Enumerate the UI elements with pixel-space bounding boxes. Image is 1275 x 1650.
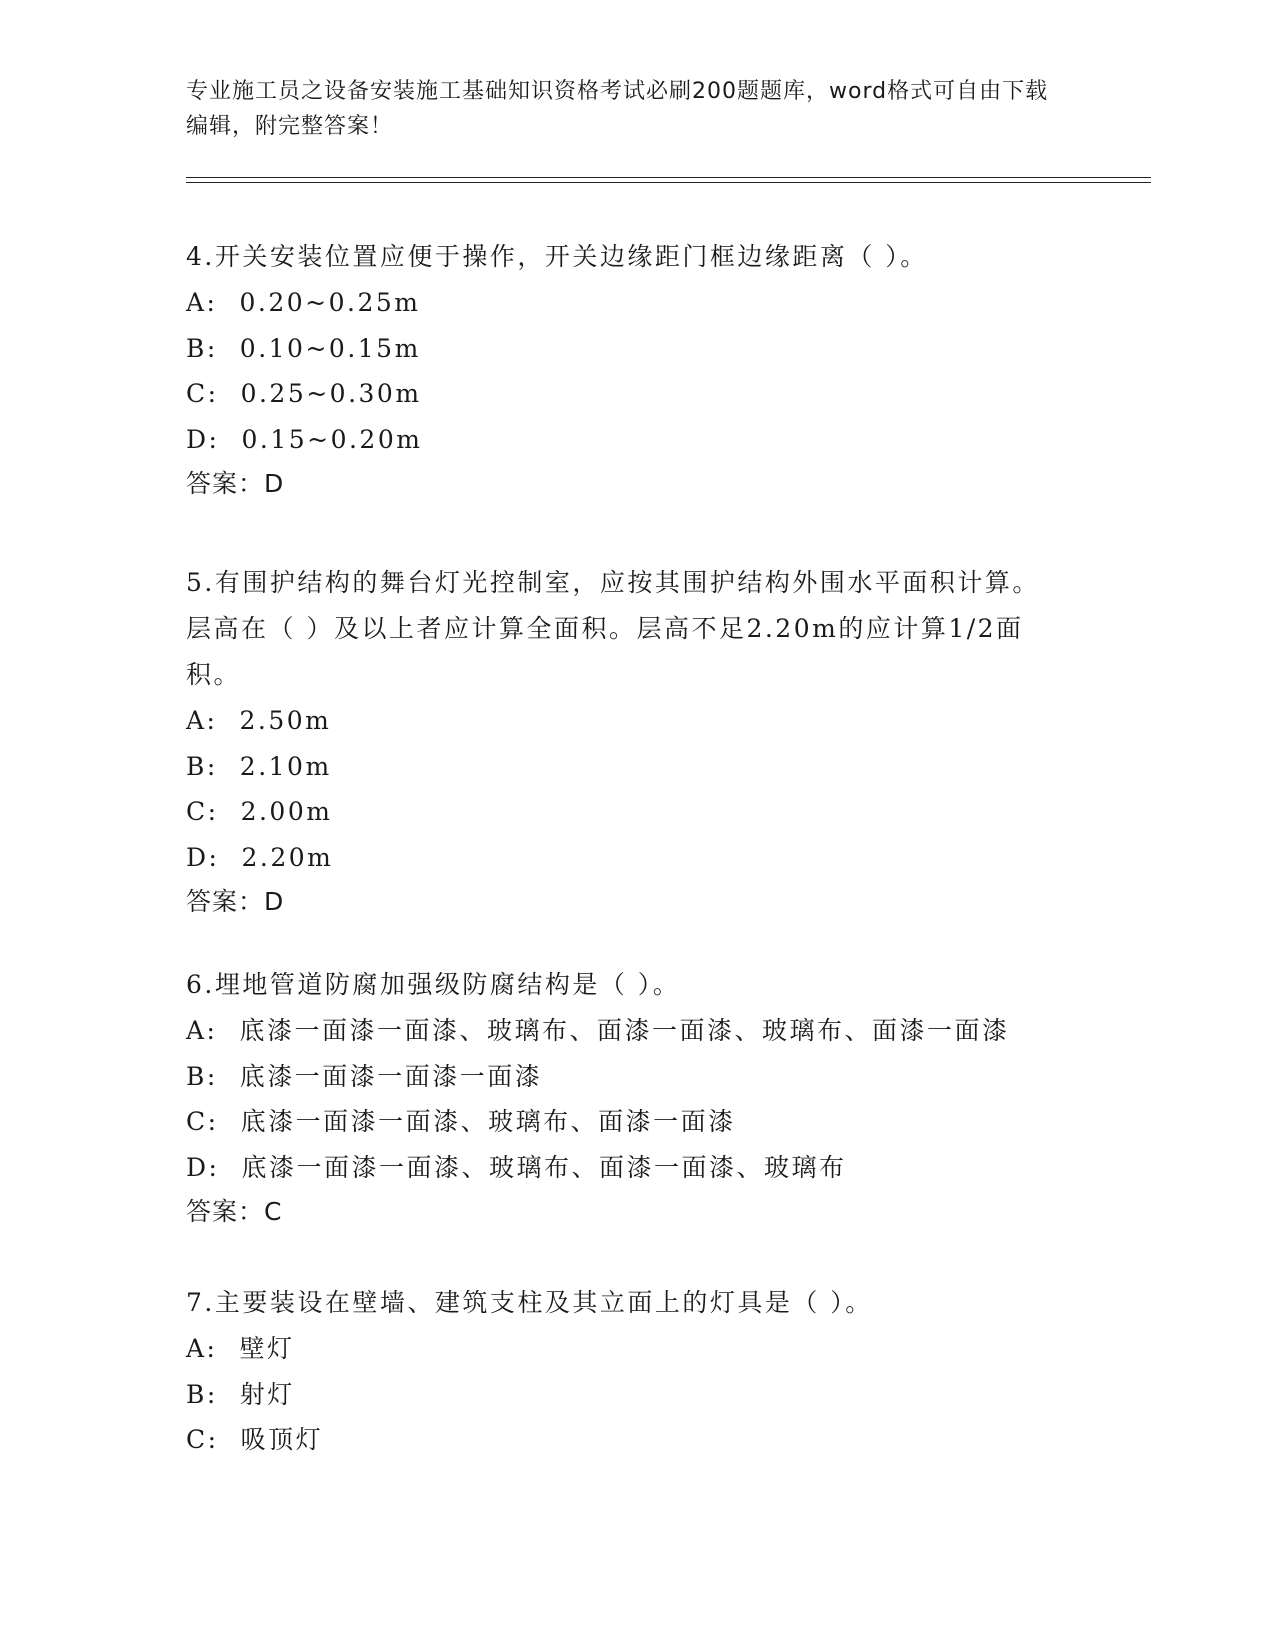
option-text: 底漆一面漆一面漆一面漆 xyxy=(239,1061,543,1091)
option-text: 底漆一面漆一面漆、玻璃布、面漆一面漆、玻璃布、面漆一面漆 xyxy=(239,1016,1010,1045)
option-text: 吸顶灯 xyxy=(240,1425,324,1454)
option-label: D: xyxy=(186,1152,220,1182)
question-6 xyxy=(186,962,1066,1234)
option-c xyxy=(186,371,1066,417)
option-b xyxy=(186,326,1066,372)
option-b xyxy=(186,1054,1066,1100)
header-divider-bottom xyxy=(186,182,1151,183)
option-text: 底漆一面漆一面漆、玻璃布、面漆一面漆、玻璃布 xyxy=(241,1152,847,1182)
header-divider-top xyxy=(186,177,1151,178)
option-label: D: xyxy=(186,842,220,872)
option-text: 壁灯 xyxy=(239,1334,295,1363)
question-4 xyxy=(186,234,1066,506)
answer-line: 答案：D xyxy=(186,469,285,498)
option-a xyxy=(186,698,1066,744)
option-label: B: xyxy=(186,1061,218,1091)
option-label: A: xyxy=(186,1334,218,1363)
option-label: B: xyxy=(186,751,218,781)
option-text: 射灯 xyxy=(239,1379,295,1409)
option-text: 2.20m xyxy=(241,842,334,872)
option-b xyxy=(186,1372,1066,1418)
question-stem: 7.主要装设在壁墙、建筑支柱及其立面上的灯具是（ ）。 xyxy=(186,1288,873,1317)
option-d xyxy=(186,1145,1066,1191)
option-c xyxy=(186,789,1066,835)
option-text: 2.00m xyxy=(240,797,333,826)
option-text: 2.50m xyxy=(239,706,332,735)
question-stem: 6.埋地管道防腐加强级防腐结构是（ ）。 xyxy=(186,970,681,999)
option-text: 0.25~0.30m xyxy=(240,379,422,408)
option-c xyxy=(186,1099,1066,1145)
option-label: A: xyxy=(186,288,218,317)
option-d xyxy=(186,417,1066,463)
option-label: A: xyxy=(186,706,218,735)
option-label: D: xyxy=(186,424,220,454)
option-label: B: xyxy=(186,1379,218,1409)
option-text: 2.10m xyxy=(239,751,332,781)
option-label: C: xyxy=(186,1107,219,1136)
question-stem: 4.开关安装位置应便于操作，开关边缘距门框边缘距离（ ）。 xyxy=(186,242,928,271)
option-label: C: xyxy=(186,1425,219,1454)
option-text: 0.10~0.15m xyxy=(239,333,421,363)
question-7 xyxy=(186,1280,1066,1463)
option-label: C: xyxy=(186,797,219,826)
option-a xyxy=(186,1008,1066,1054)
option-label: A: xyxy=(186,1016,218,1045)
option-d xyxy=(186,835,1066,881)
answer-line: 答案：D xyxy=(186,887,285,916)
option-text: 底漆一面漆一面漆、玻璃布、面漆一面漆 xyxy=(240,1107,736,1136)
option-a xyxy=(186,1326,1066,1372)
option-label: B: xyxy=(186,333,218,363)
question-5 xyxy=(186,560,1066,924)
answer-line: 答案：C xyxy=(186,1197,283,1226)
option-label: C: xyxy=(186,379,219,408)
question-stem: 5.有围护结构的舞台灯光控制室，应按其围护结构外围水平面积计算。层高在（ ）及以上者应计算全面积。层高不足2.20m的应计算1/2面积。 xyxy=(186,568,1040,689)
option-text: 0.20~0.25m xyxy=(239,288,421,317)
option-a xyxy=(186,280,1066,326)
document-header: 专业施工员之设备安装施工基础知识资格考试必刷200题题库，word格式可自由下载编辑，附完整答案！ xyxy=(186,79,1049,139)
option-text: 0.15~0.20m xyxy=(241,424,423,454)
option-c xyxy=(186,1417,1066,1463)
option-b xyxy=(186,744,1066,790)
